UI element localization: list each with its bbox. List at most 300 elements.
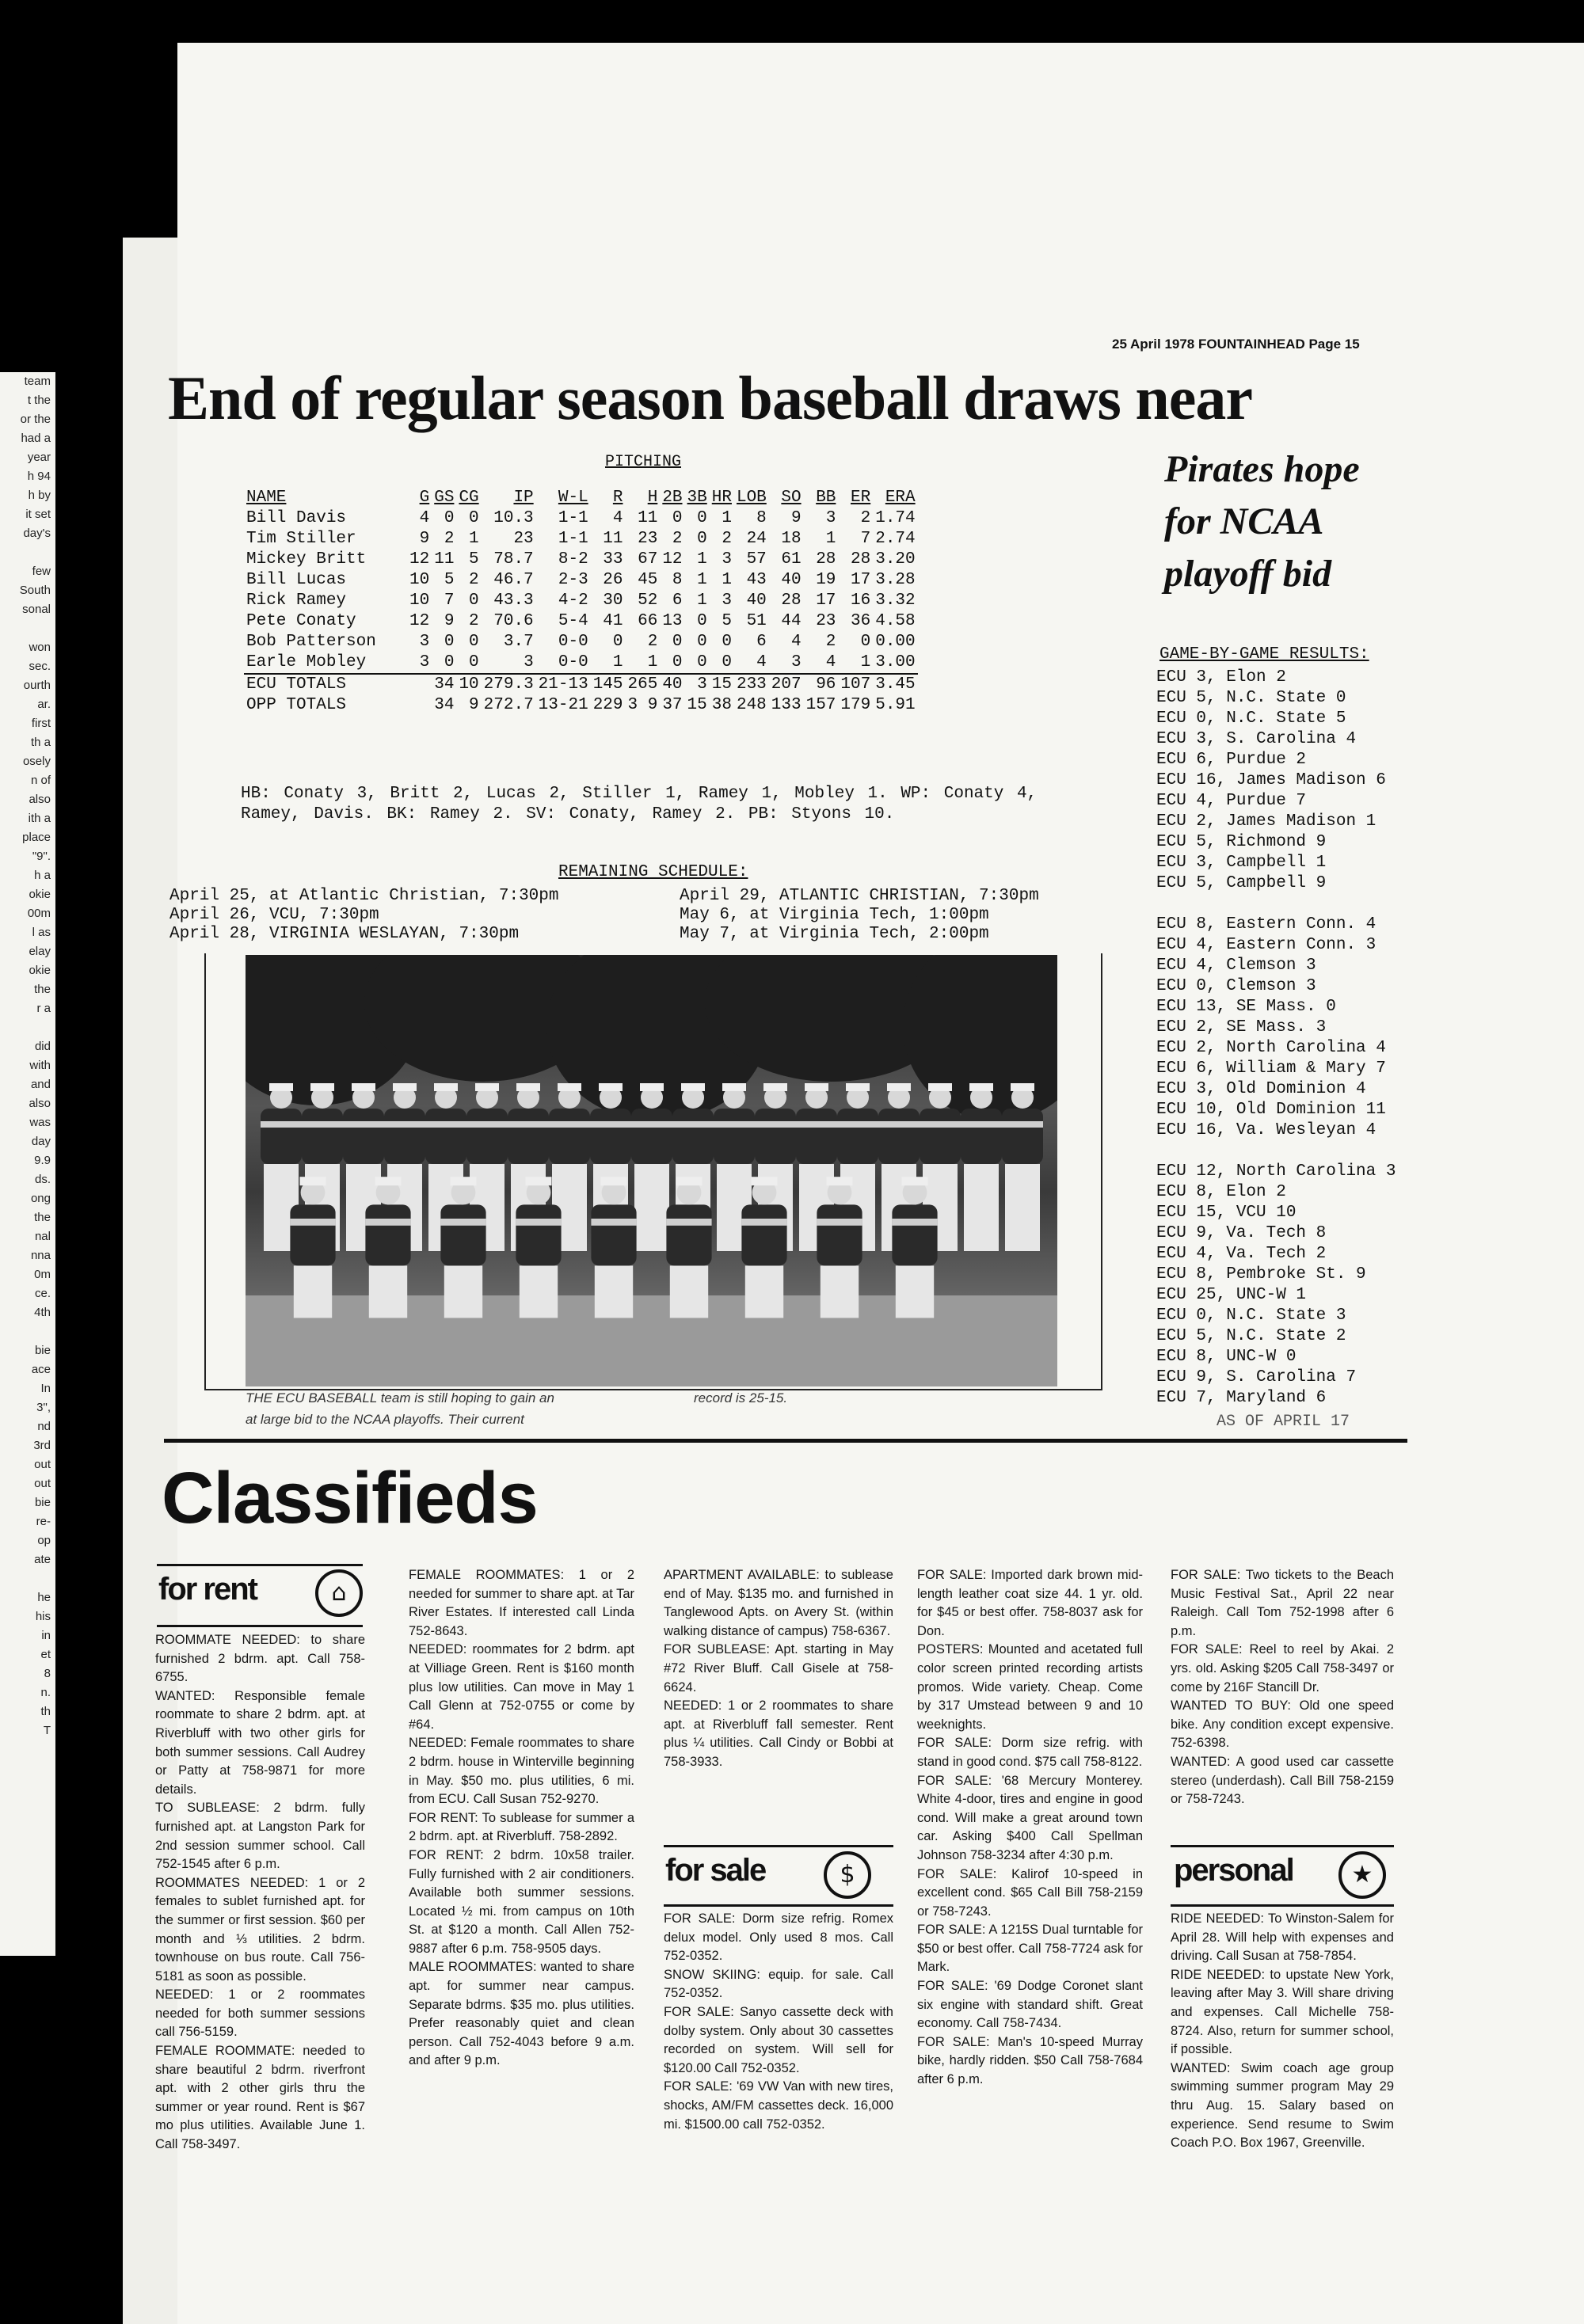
stat-cell: 10 <box>409 571 430 589</box>
stat-cell: 15 <box>687 696 707 714</box>
stat-cell: 40 <box>746 591 767 610</box>
game-result: ECU 8, Pembroke St. 9 <box>1156 1265 1366 1284</box>
stat-cell: 0 <box>722 633 732 651</box>
pitching-column-header: LOB <box>736 489 767 507</box>
stat-cell: 0 <box>710 652 734 674</box>
stat-cell: 1-1 <box>558 509 588 527</box>
game-result: ECU 4, Purdue 7 <box>1156 792 1307 810</box>
edge-text-fragment: 4th <box>34 1306 51 1319</box>
stat-cell: 0 <box>612 633 623 651</box>
edge-text-fragment <box>0 1322 55 1341</box>
stat-cell: 13-21 <box>538 696 588 714</box>
personal-rule <box>1171 1904 1394 1907</box>
stat-cell: 10 <box>459 675 479 694</box>
edge-text-fragment: his <box>35 1610 51 1623</box>
classifieds-column-4 <box>917 1566 1143 2090</box>
stat-cell: 1 <box>697 550 707 569</box>
stat-cell: 2 <box>469 612 479 630</box>
edge-text-fragment: out <box>34 1477 51 1490</box>
for-rent-heading: for rent <box>158 1572 257 1607</box>
stat-cell: 2.74 <box>875 530 916 548</box>
classified-ad: FOR SALE: Reel to reel by Akai. 2 yrs. old. Asking $205 Call 758-3497 or come by 216F Stancill Dr. <box>1171 1642 1394 1695</box>
stat-cell: 46.7 <box>493 571 534 589</box>
deck-line: Pirates hope <box>1164 448 1360 490</box>
edge-text-fragment: 00m <box>27 907 51 920</box>
stat-cell: 36 <box>851 612 871 630</box>
classified-ad: FOR RENT: 2 bdrm. 10x58 trailer. Fully furnished with 2 air conditioners. Available both summer sessions. Located ½ mi. from campus on 10th St. at $120 a month. Call Allen 752-9887 after 6 p.m. 758-9505 days. <box>409 1847 634 1956</box>
edge-text-fragment: 8 <box>44 1667 51 1680</box>
stat-cell: 0-0 <box>558 633 588 651</box>
stat-cell: 37 <box>662 696 683 714</box>
stat-cell: 11 <box>638 509 658 527</box>
edge-text-fragment: ourth <box>23 679 51 692</box>
stat-cell: 61 <box>781 550 802 569</box>
edge-text-fragment: 9.9 <box>34 1154 51 1167</box>
stat-cell: 0 <box>697 612 707 630</box>
for-sale-rule <box>664 1904 893 1907</box>
classified-ad: WANTED: Swim coach age group swimming summer program May 29 thru Aug. 15. Salary based on experience. Send resume to Swim Coach P.O. Box 1967, Greenville. <box>1171 2060 1394 2151</box>
stat-cell: 66 <box>638 612 658 630</box>
classified-ad: NEEDED: Female roommates to share 2 bdrm. house in Winterville beginning in May. $50 mo. plus utilities, 6 mi. from ECU. Call Susan 752-9270. <box>409 1736 634 1807</box>
stat-cell: 2 <box>860 509 871 527</box>
edge-text-fragment: ong <box>30 1192 51 1205</box>
game-result: ECU 2, SE Mass. 3 <box>1156 1018 1327 1036</box>
classifieds-title: Classifieds <box>162 1458 538 1539</box>
pitching-column-header: ERA <box>885 489 916 507</box>
game-result: ECU 4, Va. Tech 2 <box>1156 1245 1327 1263</box>
stat-cell: 96 <box>816 675 836 694</box>
game-result: ECU 6, William & Mary 7 <box>1156 1059 1386 1078</box>
for-sale-rule <box>664 1845 893 1847</box>
stat-cell: 3 <box>722 591 732 610</box>
schedule-item: April 26, VCU, 7:30pm <box>169 906 379 924</box>
stat-cell: 0 <box>672 633 683 651</box>
stat-cell: 26 <box>603 571 623 589</box>
edge-text-fragment: ate <box>34 1553 51 1566</box>
game-result: ECU 3, S. Carolina 4 <box>1156 730 1357 748</box>
edge-text-fragment: ce. <box>34 1287 51 1300</box>
edge-text-fragment: op <box>37 1534 51 1547</box>
headline: End of regular season baseball draws near <box>168 363 1252 432</box>
edge-text-fragment: or the <box>20 413 51 426</box>
edge-text-fragment: with <box>29 1059 51 1072</box>
results-spacer <box>1156 1141 1396 1162</box>
stat-cell: 2-3 <box>558 571 588 589</box>
stat-cell: 0 <box>469 633 479 651</box>
dollar-icon: $ <box>824 1851 871 1899</box>
pitcher-row <box>244 652 918 674</box>
edge-text-fragment: won <box>29 641 51 654</box>
stat-cell: Earle Mobley <box>244 652 407 674</box>
classified-ad: FOR SUBLEASE: Apt. starting in May #72 River Bluff. Call Gisele at 758-6624. <box>664 1642 893 1695</box>
stat-cell: 2 <box>825 633 836 651</box>
pitcher-row <box>244 611 918 632</box>
stat-cell: 5 <box>469 550 479 569</box>
stat-cell: 10.3 <box>493 509 534 527</box>
for-sale-heading: for sale <box>665 1853 766 1888</box>
stat-cell: 0 <box>469 591 479 610</box>
pitching-column-header: GS <box>434 489 455 507</box>
stat-cell: Rick Ramey <box>246 591 347 610</box>
stat-cell: 248 <box>736 696 767 714</box>
schedule-left <box>169 887 558 944</box>
classified-ad: WANTED: A good used car cassette stereo (underdash). Call Bill 758-2159 or 758-7243. <box>1171 1754 1394 1807</box>
stat-cell: 28 <box>816 550 836 569</box>
stat-cell: 0 <box>672 509 683 527</box>
stat-cell: Tim Stiller <box>246 530 356 548</box>
stat-cell: 43 <box>746 571 767 589</box>
classified-ad: FEMALE ROOMMATES: 1 or 2 needed for summer to share apt. at Tar River Estates. If interested call Linda 752-8643. <box>409 1568 634 1638</box>
edge-text-fragment: ds. <box>34 1173 51 1186</box>
stat-cell: 0-0 <box>536 652 591 674</box>
pitching-column-header: H <box>647 489 658 507</box>
stat-cell: 233 <box>736 675 767 694</box>
stat-cell: 2 <box>444 530 455 548</box>
stat-cell: 0 <box>660 652 684 674</box>
team-photo <box>246 955 1057 1386</box>
stat-cell: 1.74 <box>875 509 916 527</box>
edge-text-fragment: h 94 <box>27 470 51 483</box>
stat-cell: 23 <box>638 530 658 548</box>
stat-cell: 229 <box>592 696 623 714</box>
game-result: ECU 3, Elon 2 <box>1156 668 1286 687</box>
edge-text-fragment: South <box>19 584 51 597</box>
classifieds-column-1 <box>155 1631 365 2155</box>
caption-line: at large bid to the NCAA playoffs. Their current <box>246 1412 524 1427</box>
classified-ad: FOR SALE: Dorm size refrig. with stand in good cond. $75 call 758-8122. <box>917 1736 1143 1769</box>
edge-text-fragment <box>0 1569 55 1588</box>
house-icon: ⌂ <box>315 1569 363 1617</box>
edge-text-fragment: bie <box>34 1496 51 1509</box>
classified-ad: FOR SALE: '69 Dodge Coronet slant six engine with standard shift. Great economy. Call 758-7434. <box>917 1979 1143 2031</box>
stat-cell: Bill Davis <box>246 509 347 527</box>
stat-cell: 2 <box>672 530 683 548</box>
edge-text-fragment: in <box>41 1629 51 1642</box>
classified-ad: NEEDED: 1 or 2 roommates to share apt. at Riverbluff fall semester. Rent plus ¼ utilities. Call Cindy or Bobbi at 758-3933. <box>664 1698 893 1769</box>
stat-cell: 45 <box>638 571 658 589</box>
stat-cell: 21-13 <box>538 675 588 694</box>
edge-text-fragment: "9". <box>32 850 51 863</box>
totals-row <box>244 695 918 716</box>
edge-text-fragment: th a <box>30 736 51 749</box>
classified-ad: NEEDED: roommates for 2 bdrm. apt at Villiage Green. Rent is $160 month plus low utilities. Can move in May 1 Call Glenn at 752-0755 or come by #64. <box>409 1642 634 1732</box>
stat-cell: 0.00 <box>875 633 916 651</box>
stat-cell: 11 <box>603 530 623 548</box>
edge-text-fragment: also <box>29 793 51 806</box>
stat-cell: 157 <box>805 696 836 714</box>
photo-caption-left <box>246 1387 554 1430</box>
classified-ad: RIDE NEEDED: To Winston-Salem for April 28. Will help with expenses and driving. Call Susan at 758-7854. <box>1171 1911 1394 1964</box>
edge-text-fragment: was <box>29 1116 51 1129</box>
deck-line: playoff bid <box>1164 553 1332 595</box>
pitching-column-header: CG <box>459 489 479 507</box>
edge-text-fragment: et <box>40 1648 51 1661</box>
edge-text-fragment: okie <box>29 888 51 901</box>
edge-text-fragment: okie <box>29 964 51 977</box>
stat-cell: Pete Conaty <box>246 612 356 630</box>
game-result: ECU 16, James Madison 6 <box>1156 771 1386 789</box>
stat-cell: 3 <box>482 652 536 674</box>
edge-text-fragment: also <box>29 1097 51 1110</box>
edge-text-fragment: In <box>40 1382 51 1395</box>
pitcher-row <box>244 550 918 570</box>
classified-ad: POSTERS: Mounted and acetated full color screen printed recording artists promos. Wide variety. Cheap. Come by 317 Umstead between 9 and 10 weeknights. <box>917 1642 1143 1732</box>
stat-cell: 0 <box>432 652 456 674</box>
stat-cell: Mickey Britt <box>246 550 367 569</box>
edge-text-fragment: th <box>40 1705 51 1718</box>
stat-cell: 8 <box>756 509 767 527</box>
personal-heading: personal <box>1174 1853 1293 1888</box>
edge-text-fragment: sonal <box>22 603 51 616</box>
game-result: ECU 4, Clemson 3 <box>1156 957 1316 975</box>
section-rule <box>164 1439 1407 1443</box>
stat-cell: 1 <box>626 652 661 674</box>
stat-cell: 3.28 <box>875 571 916 589</box>
stat-cell: 0 <box>697 633 707 651</box>
game-result: ECU 25, UNC-W 1 <box>1156 1286 1307 1304</box>
classified-ad: WANTED TO BUY: Old one speed bike. Any condition except expensive. 752-6398. <box>1171 1698 1394 1751</box>
stat-cell: 1 <box>825 530 836 548</box>
game-result: ECU 8, Elon 2 <box>1156 1183 1286 1201</box>
pitching-column-header: HR <box>711 489 732 507</box>
classified-ad: FEMALE ROOMMATE: needed to share beautiful 2 bdrm. riverfront apt. with 2 other girls thru the summer or year round. Rent is $67 mo plus utilities. Available June 1. Call 758-3497. <box>155 2044 365 2152</box>
deck-line: for NCAA <box>1164 500 1324 542</box>
stat-cell: 8 <box>672 571 683 589</box>
stat-cell: 4-2 <box>558 591 588 610</box>
stat-cell: 2 <box>469 571 479 589</box>
schedule-item: April 28, VIRGINIA WESLAYAN, 7:30pm <box>169 925 520 943</box>
stat-cell: 4 <box>790 633 802 651</box>
stat-cell: 2 <box>647 633 658 651</box>
edge-text-fragment: 0m <box>34 1268 51 1281</box>
classified-ad: FOR SALE: Man's 10-speed Murray bike, hardly ridden. $50 Call 758-7684 after 6 p.m. <box>917 2034 1143 2087</box>
adjacent-page-edge <box>0 372 55 1956</box>
stat-cell: 4 <box>419 509 430 527</box>
edge-text-fragment: out <box>34 1458 51 1471</box>
pitching-column-header: BB <box>816 489 836 507</box>
schedule-item: April 25, at Atlantic Christian, 7:30pm <box>169 887 559 905</box>
game-result: ECU 13, SE Mass. 0 <box>1156 998 1336 1016</box>
stat-cell: 9 <box>469 696 479 714</box>
stat-cell: 0 <box>697 509 707 527</box>
classified-ad: RIDE NEEDED: to upstate New York, leaving after May 3. Will share driving and expenses. Call Michelle 758-8724. Also, return for summer school, if possible. <box>1171 1967 1394 2057</box>
stat-cell: 6 <box>672 591 683 610</box>
game-result: ECU 15, VCU 10 <box>1156 1204 1297 1222</box>
stat-cell: 34 <box>434 696 455 714</box>
totals-row <box>244 674 918 695</box>
stat-cell: 23 <box>513 530 534 548</box>
stat-cell: 3.32 <box>875 591 916 610</box>
edge-text-fragment: year <box>27 451 51 464</box>
game-result: ECU 8, Eastern Conn. 4 <box>1156 915 1376 934</box>
stat-cell: 51 <box>746 612 767 630</box>
classified-ad: TO SUBLEASE: 2 bdrm. fully furnished apt. at Langston Park for 2nd session summer school. Call 752-1545 after 6 p.m. <box>155 1801 365 1872</box>
edge-text-fragment: ar. <box>37 698 51 711</box>
schedule-item: April 29, ATLANTIC CHRISTIAN, 7:30pm <box>680 887 1039 905</box>
stat-cell: 9 <box>790 509 802 527</box>
classifieds-column-2 <box>409 1566 634 2071</box>
edge-text-fragment: bie <box>34 1344 51 1357</box>
stat-cell: 18 <box>781 530 802 548</box>
for-rent-rule <box>157 1564 363 1566</box>
game-result: ECU 5, Richmond 9 <box>1156 833 1327 851</box>
edge-text-fragment <box>0 619 55 638</box>
classified-ad: SNOW SKIING: equip. for sale. Call 752-0352. <box>664 1967 893 2001</box>
stat-cell <box>407 674 432 695</box>
stat-cell: 67 <box>638 550 658 569</box>
stat-cell: 34 <box>434 675 455 694</box>
edge-text-fragment: ith a <box>28 812 51 825</box>
game-result: ECU 3, Old Dominion 4 <box>1156 1080 1366 1098</box>
stat-cell: 1 <box>838 652 873 674</box>
classified-ad: FOR SALE: Imported dark brown mid-length leather coat size 44. 1 yr. old. for $45 or best offer. 758-8037 ask for Don. <box>917 1568 1143 1638</box>
game-result: ECU 0, Clemson 3 <box>1156 977 1316 995</box>
stat-cell: 40 <box>662 675 683 694</box>
stat-cell: 78.7 <box>493 550 534 569</box>
game-result: ECU 10, Old Dominion 11 <box>1156 1101 1386 1119</box>
stat-cell: 133 <box>771 696 802 714</box>
stat-cell: 12 <box>409 550 430 569</box>
edge-text-fragment: nal <box>34 1230 51 1243</box>
game-result: ECU 12, North Carolina 3 <box>1156 1162 1396 1181</box>
stat-cell: 16 <box>851 591 871 610</box>
edge-text-fragment: 3", <box>36 1401 51 1414</box>
stat-cell: 3 <box>697 675 707 694</box>
stat-cell: 5-4 <box>558 612 588 630</box>
classified-ad: FOR SALE: A 1215S Dual turntable for $50 or best offer. Call 758-7724 ask for Mark. <box>917 1923 1143 1975</box>
pitching-notes: HB: Conaty 3, Britt 2, Lucas 2, Stiller 1, Ramey 1, Mobley 1. WP: Conaty 4, Ramey, Davis. BK: Ramey 2. SV: Conaty, Ramey 2. PB: Styons 10. <box>241 785 1038 823</box>
stat-cell: OPP TOTALS <box>246 696 347 714</box>
edge-text-fragment: 3rd <box>33 1439 51 1452</box>
edge-text-fragment: and <box>30 1078 51 1091</box>
edge-text-fragment: n of <box>30 774 51 787</box>
stat-cell: 265 <box>627 675 658 694</box>
edge-text-fragment: re- <box>36 1515 51 1528</box>
edge-text-fragment: day's <box>23 527 51 540</box>
stat-cell: 0 <box>456 652 481 674</box>
stat-cell: 13 <box>662 612 683 630</box>
pitcher-row <box>244 529 918 550</box>
game-result: ECU 7, Maryland 6 <box>1156 1389 1327 1407</box>
stat-cell: 12 <box>409 612 430 630</box>
stat-cell: 1 <box>722 571 732 589</box>
stat-cell: 8-2 <box>558 550 588 569</box>
stat-cell: 3 <box>722 550 732 569</box>
pitching-column-header: W-L <box>558 489 588 507</box>
stat-cell: 4 <box>804 652 839 674</box>
stat-cell: 3 <box>769 652 804 674</box>
game-result: ECU 16, Va. Wesleyan 4 <box>1156 1121 1376 1139</box>
stat-cell: 0 <box>469 509 479 527</box>
game-results <box>1156 668 1396 1409</box>
stat-cell: 23 <box>816 612 836 630</box>
stat-cell: 145 <box>592 675 623 694</box>
schedule-item: May 7, at Virginia Tech, 2:00pm <box>680 925 989 943</box>
stat-cell: 6 <box>756 633 767 651</box>
results-spacer <box>1156 894 1396 915</box>
edge-text-fragment <box>0 543 55 562</box>
edge-text-fragment: nna <box>30 1249 51 1262</box>
stat-cell: 17 <box>851 571 871 589</box>
stat-cell: 5 <box>444 571 455 589</box>
stat-cell: 1 <box>591 652 626 674</box>
pitcher-row <box>244 591 918 611</box>
edge-text-fragment: osely <box>22 755 51 768</box>
classified-ad: ROOMMATE NEEDED: to share furnished 2 bdrm. apt. Call 758-6755. <box>155 1633 365 1685</box>
classified-ad: FOR SALE: Dorm size refrig. Romex delux model. Only used 8 mos. Call 752-0352. <box>664 1911 893 1964</box>
results-as-of: AS OF APRIL 17 <box>1217 1413 1350 1431</box>
classified-ad: FOR SALE: '68 Mercury Monterey. White 4-door, tires and engine in good cond. Will make a great around town car. Asking $400 Call Spellman Johnson 758-3234 after 4:30 p.m. <box>917 1773 1143 1862</box>
pitching-column-header: NAME <box>246 489 287 507</box>
ribbon-icon: ★ <box>1338 1851 1386 1899</box>
stat-cell <box>407 695 432 716</box>
stat-cell: 3 9 <box>627 696 658 714</box>
edge-text-fragment: place <box>22 831 51 844</box>
stat-cell: 44 <box>781 612 802 630</box>
stat-cell: 30 <box>603 591 623 610</box>
page-folio: 25 April 1978 FOUNTAINHEAD Page 15 <box>1112 337 1360 352</box>
stat-cell: 15 <box>711 675 732 694</box>
pitching-column-header: SO <box>781 489 802 507</box>
stat-cell: 33 <box>603 550 623 569</box>
stat-cell: Bob Patterson <box>246 633 376 651</box>
edge-text-fragment: elay <box>29 945 51 958</box>
personal-rule <box>1171 1845 1394 1847</box>
stat-cell: 272.7 <box>483 696 534 714</box>
classifieds-column-5b <box>1171 1910 1394 2153</box>
stat-cell: 107 <box>840 675 871 694</box>
game-result: ECU 8, UNC-W 0 <box>1156 1348 1297 1366</box>
game-result: ECU 2, North Carolina 4 <box>1156 1039 1386 1057</box>
stat-cell: 3 <box>419 633 430 651</box>
edge-text-fragment <box>0 1018 55 1037</box>
stat-cell: 40 <box>781 571 802 589</box>
game-result: ECU 0, N.C. State 3 <box>1156 1307 1346 1325</box>
stat-cell: 9 <box>419 530 430 548</box>
edge-text-fragment: he <box>37 1591 51 1604</box>
classified-ad: FOR SALE: Two tickets to the Beach Music Festival Sat., April 22 near Raleigh. Call Tom 752-1998 after 6 p.m. <box>1171 1568 1394 1638</box>
classifieds-column-3b <box>664 1910 893 2134</box>
stat-cell: 3 <box>825 509 836 527</box>
stat-cell: 10 <box>409 591 430 610</box>
stat-cell: ECU TOTALS <box>246 675 347 694</box>
stat-cell: 17 <box>816 591 836 610</box>
pitching-table <box>244 488 918 716</box>
stat-cell: 2 <box>722 530 732 548</box>
edge-text-fragment: h a <box>34 869 51 882</box>
pitching-column-header: 2B <box>662 489 683 507</box>
pitching-column-header: IP <box>513 489 534 507</box>
edge-text-fragment: T <box>43 1724 51 1737</box>
stat-cell: 3.7 <box>503 633 534 651</box>
classified-ad: FOR SALE: Sanyo cassette deck with dolby system. Only about 30 cassettes recorded on system. Will sell for $120.00 Call 752-0352. <box>664 2004 893 2075</box>
stat-cell: 1 <box>722 509 732 527</box>
caption-line: THE ECU BASEBALL team is still hoping to gain an <box>246 1390 554 1405</box>
stat-cell: 3 <box>407 652 432 674</box>
stat-cell: 38 <box>711 696 732 714</box>
stat-cell: 41 <box>603 612 623 630</box>
classified-ad: FOR SALE: '69 VW Van with new tires, shocks, AM/FM cassettes deck. 16,000 mi. $1500.00 call 752-0352. <box>664 2079 893 2132</box>
game-result: ECU 0, N.C. State 5 <box>1156 709 1346 728</box>
stat-cell: 207 <box>771 675 802 694</box>
edge-text-fragment: r a <box>36 1002 51 1015</box>
stat-cell: 24 <box>746 530 767 548</box>
game-result: ECU 5, N.C. State 2 <box>1156 1327 1346 1345</box>
edge-text-fragment: the <box>34 983 51 996</box>
classified-ad: NEEDED: 1 or 2 roommates needed for both summer sessions call 756-5159. <box>155 1987 365 2040</box>
schedule-right <box>680 887 1039 944</box>
classified-ad: MALE ROOMMATES: wanted to share apt. for summer near campus. Separate bdrms. $35 mo. plus utilities. Prefer reasonably quiet and clean person. Call 752-4043 before 9 a.m. and after 9 p.m. <box>409 1960 634 2068</box>
